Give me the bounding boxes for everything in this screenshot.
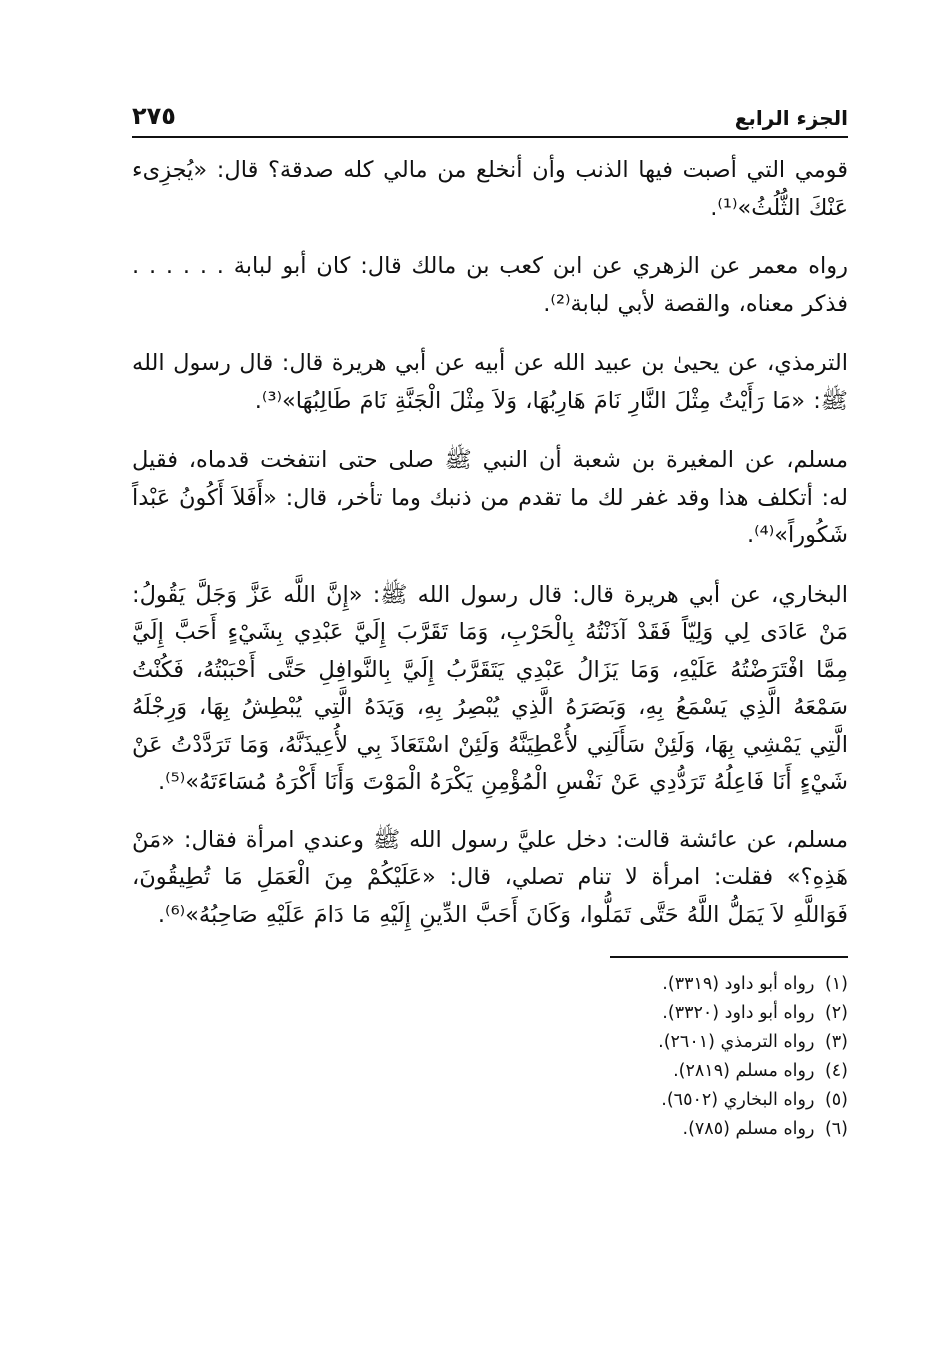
footnote-text: رواه البخاري (٦٥٠٢). (661, 1090, 815, 1110)
footnote-text: رواه مسلم (٧٨٥). (682, 1119, 815, 1139)
footnote-text: رواه أبو داود (٣٣١٩). (662, 974, 815, 994)
footnote (132, 1057, 848, 1086)
footnote (132, 1115, 848, 1144)
paragraph: رواه معمر عن الزهري عن ابن كعب بن مالك قال: كان أبو لبابة . . . . . . فذكر معناه، والقصة لأبي لبابة⁽²⁾. (132, 253, 848, 317)
footnote (132, 970, 848, 999)
footnote-text: رواه مسلم (٢٨١٩). (673, 1061, 815, 1081)
footnotes-list (132, 970, 848, 1144)
footnote-text: رواه أبو داود (٣٣٢٠). (662, 1003, 815, 1023)
paragraph: البخاري، عن أبي هريرة قال: قال رسول الله ﷺ: «إِنَّ اللَّه عَزَّ وَجَلَّ يَقُولُ: مَنْ عَادَى لِي وَلِيّاً فَقَدْ آذَنْتُهُ بِالْحَرْبِ، وَمَا تَقَرَّبَ إِلَيَّ عَبْدِي بِشَيْءٍ أَحَبَّ إِلَيَّ مِمَّا افْتَرَضْتُهُ عَلَيْهِ، وَمَا يَزَالُ عَبْدِي يَتَقَرَّبُ إِلَيَّ بِالنَّوافِلِ حَتَّى أَحْبَبْتُهُ، فَكُنْتُ سَمْعَهُ الَّذِي يَسْمَعُ بِهِ، وَبَصَرَهُ الَّذِي يُبْصِرُ بِهِ، وَيَدَهُ الَّتِي يُبْطِشُ بِهَا، وَرِجْلَهُ الَّتِي يَمْشِي بِهَا، وَلَئِنْ سَأَلَنِي لأُعْطِيَنَّهُ وَلَئِنْ اسْتَعَاذَ بِي لأُعِيذَنَّهُ، وَمَا تَرَدَّدْتُ عَنْ شَيْءٍ أَنَا فَاعِلُهُ تَرَدُّدِي عَنْ نَفْسِ الْمُؤْمِنِ يَكْرَهُ الْمَوْتَ وَأَنَا أَكْرَهُ مُسَاءَتَهُ»⁽⁵⁾. (132, 581, 848, 795)
page-header (132, 92, 848, 138)
footnote-number: (٤) (824, 1061, 848, 1081)
paragraph: قومي التي أصبت فيها الذنب وأن أنخلع من مالي كله صدقة؟ قال: «يُجزِىء عَنْكَ الثُّلُثُ»⁽¹⁾. (132, 157, 848, 221)
footnote-number: (٣) (824, 1032, 848, 1052)
footnote-number: (١) (824, 974, 848, 994)
footnote (132, 1086, 848, 1115)
footnote-number: (٦) (824, 1119, 848, 1139)
document-page (132, 92, 848, 1292)
footnote-number: (٥) (824, 1090, 848, 1110)
body-text (132, 152, 848, 934)
footnote-separator (610, 956, 848, 958)
footnote (132, 999, 848, 1028)
paragraph: الترمذي، عن يحيىٰ بن عبيد الله عن أبيه عن أبي هريرة قال: قال رسول الله ﷺ: «مَا رَأَيْتُ مِثْلَ النَّارِ نَامَ هَارِبُهَا، وَلاَ مِثْلَ الْجَنَّةِ نَامَ طَالِبُهَا»⁽³⁾. (132, 350, 848, 414)
page-number: ٢٧٥ (132, 102, 176, 130)
paragraph: مسلم، عن عائشة قالت: دخل عليَّ رسول الله ﷺ وعندي امرأة فقال: «مَنْ هَذِهِ؟» فقلت: امرأة لا تنام تصلي، قال: «عَلَيْكُمْ مِنَ الْعَمَلِ مَا تُطِيقُونَ، فَوَاللَّهِ لاَ يَمَلُّ اللَّهُ حَتَّى تَمَلُّوا، وَكَانَ أَحَبَّ الدِّينِ إِلَيْهِ مَا دَامَ عَلَيْهِ صَاحِبُهُ»⁽⁶⁾. (132, 826, 848, 928)
footnote-number: (٢) (824, 1003, 848, 1023)
footnote (132, 1028, 848, 1057)
running-head: الجزء الرابع (734, 106, 848, 130)
footnote-text: رواه الترمذي (٢٦٠١). (658, 1032, 815, 1052)
paragraph: مسلم، عن المغيرة بن شعبة أن النبي ﷺ صلى حتى انتفخت قدماه، فقيل له: أتكلف هذا وقد غفر لك ما تقدم من ذنبك وما تأخر، قال: «أَفَلاَ أَكُونُ عَبْداً شَكُوراً»⁽⁴⁾. (132, 447, 848, 548)
